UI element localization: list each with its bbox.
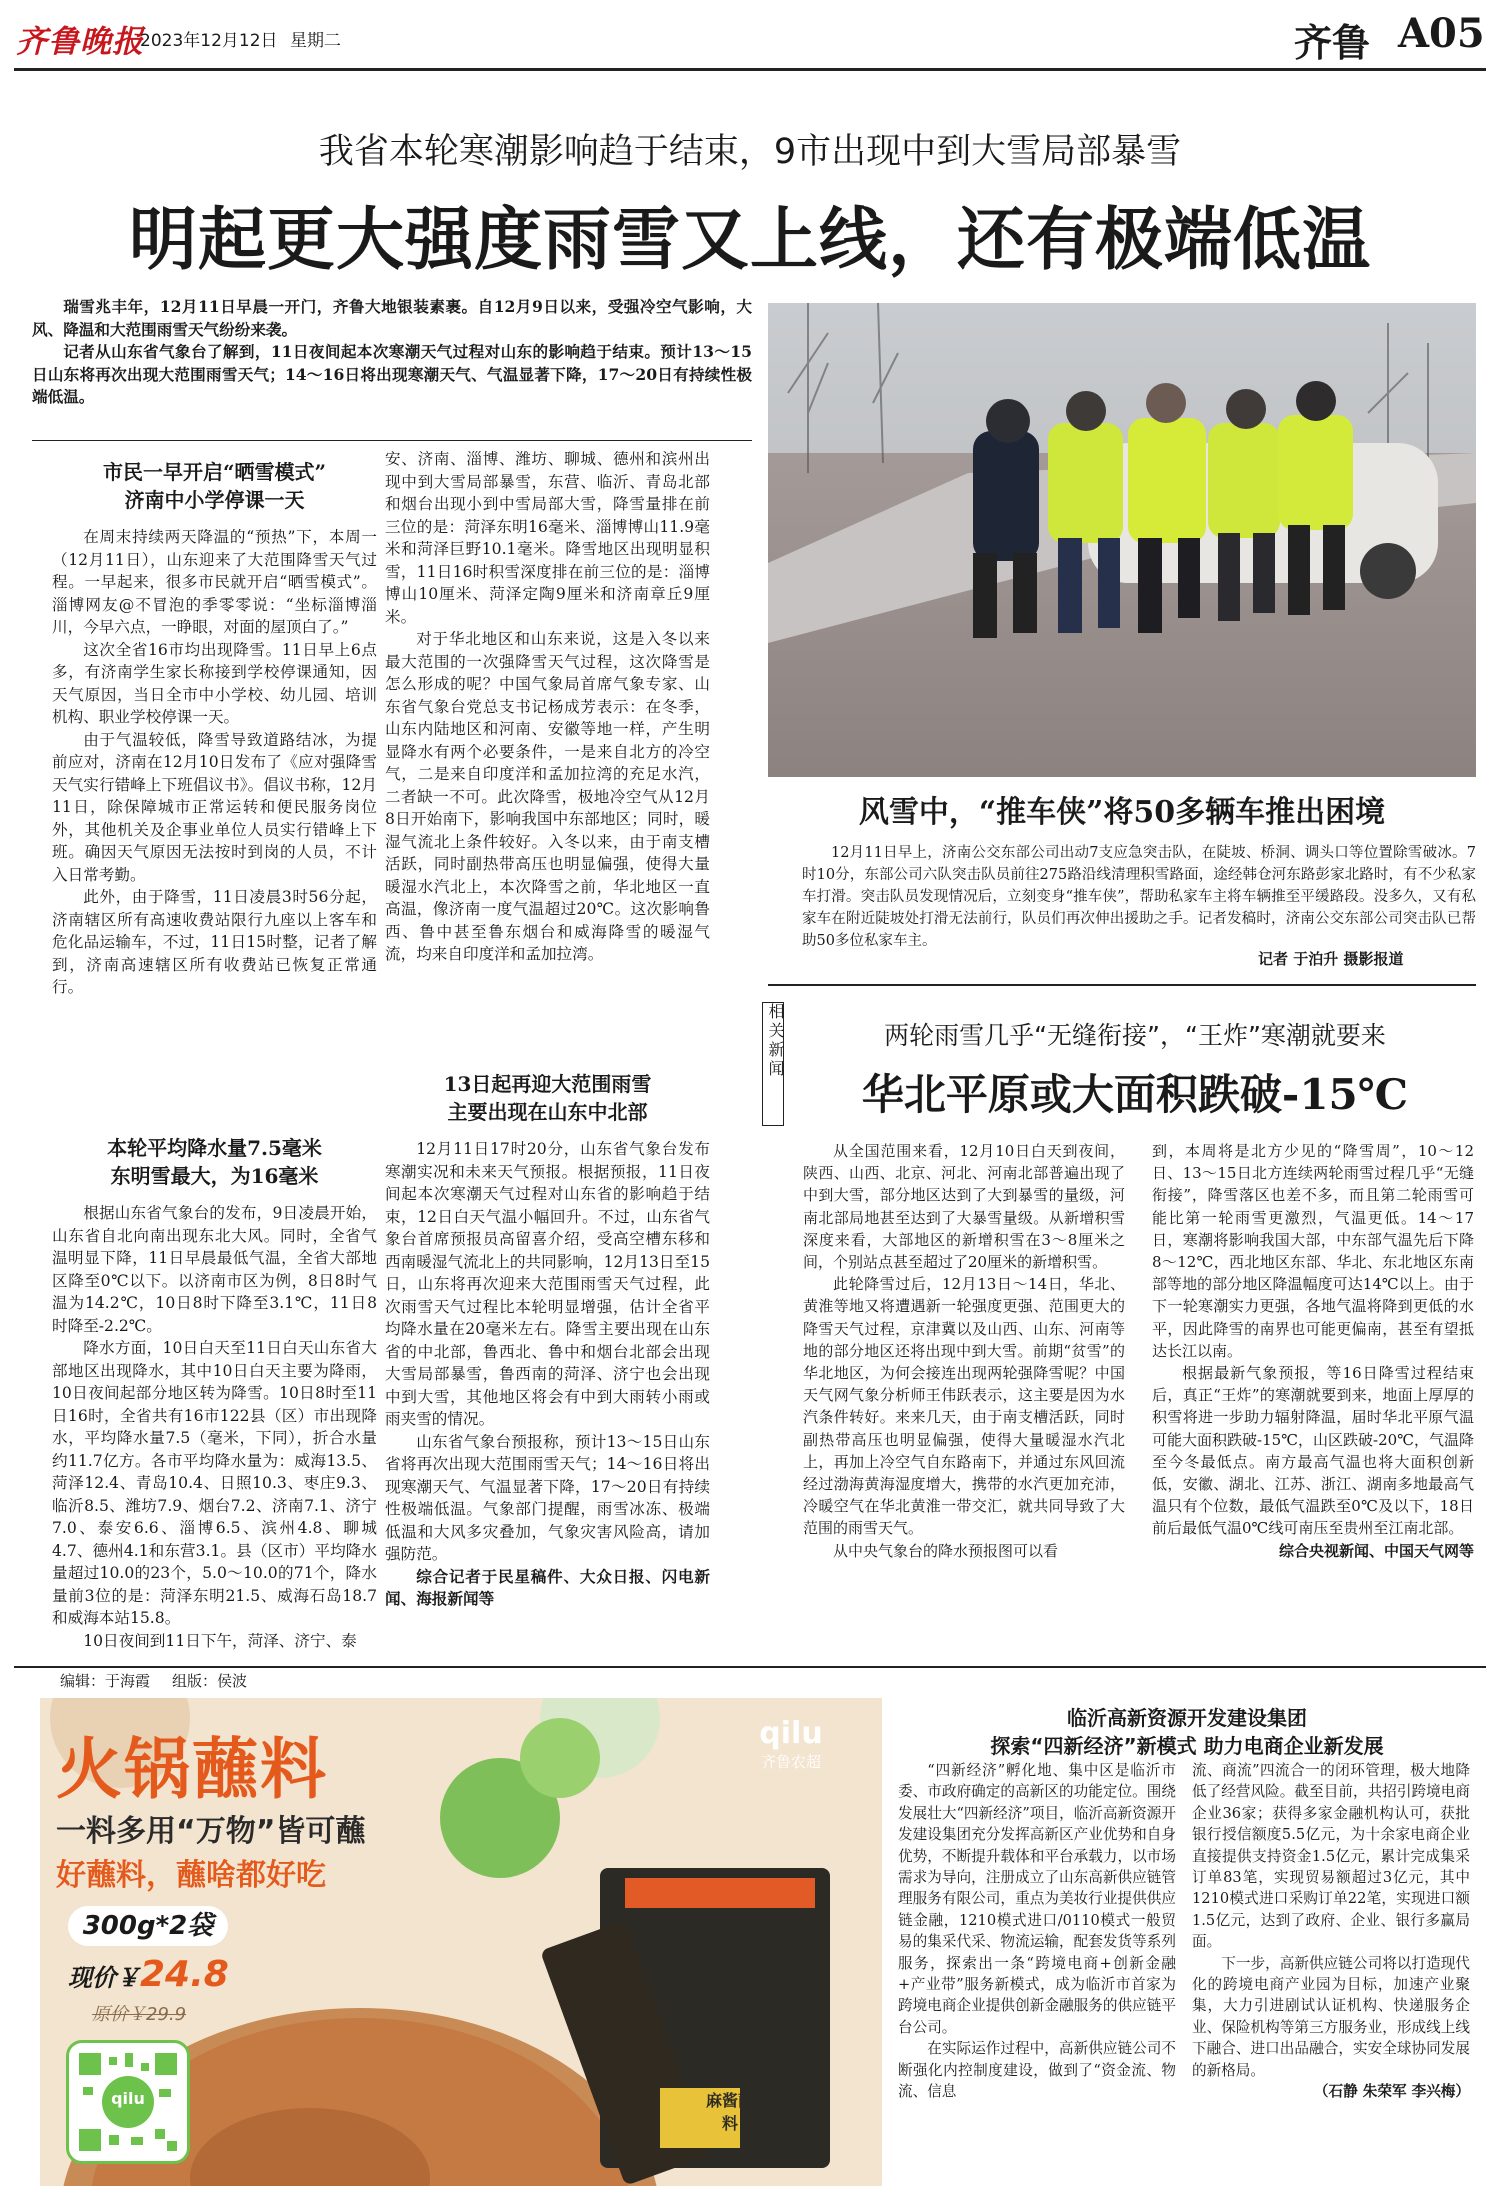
ad-qr-code[interactable] [66, 2040, 190, 2164]
ad-old-price-label: 原价￥ [92, 2004, 146, 2025]
article-paragraph: 根据最新气象预报，等16日降雪过程结束后，真正“王炸”的寒潮就要到来，地面上厚厚的积雪将进一步助力辐射降温，届时华北平原气温可能大面积跌破-15℃，山区跌破-20℃，气温降至今冬最低点。南方最高气温也将大面积创新低，安徽、湖北、江苏、浙江、湖南多地最高气温只有个位数，最低气温跌至0℃及以下，18日前后最低气温0℃线可南压至贵州至江南北部。 [1152, 1364, 1474, 1538]
photo-story-title: 风雪中，“推车侠”将50多辆车推出困境 [858, 795, 1386, 830]
snow-rescue-photo [768, 303, 1476, 777]
lead-headline: 明起更大强度雨雪又上线，还有极端低温 [128, 200, 1371, 280]
caption-paragraph: 12月11日早上，济南公交东部公司出动7支应急突击队，在陡坡、桥洞、调头口等位置除雪破冰。7时10分，东部公司六队突击队员前往275路沿线清理积雪路面，途经韩仓河东路彭家北路时，有不少私家车打滑。突击队员发现情况后，立刻变身“推车侠”，帮助私家车主将车辆推至平缓路段。没多久，又有私家车在附近陡坡处打滑无法前行，队员们再次伸出援助之手。记者发稿时，济南公交东部公司突击队已帮助50多位私家车主。 [802, 845, 1476, 949]
lead-intro [32, 296, 752, 409]
ad-brand: qilu [759, 1716, 823, 1751]
ad-title: 火锅蘸料 [56, 1731, 328, 1808]
photo-credit: 记者 于泊升 摄影报道 [1258, 950, 1404, 968]
intro-paragraph: 瑞雪兆丰年，12月11日早晨一开门，齐鲁大地银装素裹。自12月9日以来，受强冷空气影响，大风、降温和大范围雨雪天气纷纷来袭。 [32, 297, 752, 339]
article1 [52, 448, 377, 1122]
ad-price [68, 1954, 229, 1995]
ad-spec: 300g*2袋 [82, 1911, 214, 1941]
related-kicker: 两轮雨雪几乎“无缝衔接”，“王炸”寒潮就要来 [884, 1021, 1386, 1050]
ad-spec-badge [68, 1906, 228, 1946]
related-tag [762, 1002, 784, 1126]
article2-title-line2: 东明雪最大，为16毫米 [110, 1164, 319, 1188]
photo-section-rule [768, 984, 1476, 986]
article-paragraph: “四新经济”孵化地、集中区是临沂市委、市政府确定的高新区的功能定位。围绕发展壮大“四新经济”项目，临沂高新资源开发建设集团充分发挥高新区产业优势和自身优势，不断提升载体和平台承载力，以市场需求为导向，注册成立了山东高新供应链管理服务有限公司，重点为美妆行业提供供应链金融，1210模式进口/0110模式一般贸易的集采代采、物流运输，配套发货等系列服务，探索出一条“跨境电商+创新金融+产业带”服务新模式，成为临沂市首家为跨境电商企业提供创新金融服务的供应链平台公司。 [898, 1762, 1176, 2036]
related-col1 [803, 1140, 1125, 1662]
article-paragraph: 此轮降雪过后，12月13日～14日，华北、黄淮等地又将遭遇新一轮强度更强、范围更大的降雪天气过程，京津冀以及山西、山东、河南等地的部分地区还将出现中到大雪。前期“贫雪”的华北地区，为何会接连出现两轮强降雪呢？中国天气网气象分析师王伟跃表示，这主要是因为水汽条件转好。来来几天，由于南支槽活跃，同时副热带高压也明显偏强，使得大量暖湿水汽北上，再加上冷空气自东路南下，并通过东风回流经过渤海黄海湿度增大，携带的水汽更加充沛，冷暖空气在华北黄淮一带交汇，就共同导致了大范围的雨雪天气。 [803, 1275, 1125, 1538]
business-col1 [898, 1760, 1176, 2188]
related-headline: 华北平原或大面积跌破-15℃ [861, 1070, 1409, 1119]
intro-paragraph: 记者从山东省气象台了解到，11日夜间起本次寒潮天气过程对山东的影响趋于结束。预计13～15日山东将再次出现大范围雨雪天气；14～16日将出现寒潮天气、气温显著下降，17～20日有持续性极端低温。 [32, 342, 752, 406]
article-paragraph: 流、商流”四流合一的闭环管理，极大地降低了经营风险。截至目前，共招引跨境电商企业36家；获得多家金融机构认可，获批银行授信额度5.5亿元，为十余家电商企业直接提供支持资金1.5亿元，累计完成集采订单83笔，实现贸易额超过3亿元，其中1210模式进口采购订单22笔，实现进口额1.5亿元，达到了政府、企业、银行多赢局面。 [1192, 1762, 1470, 1951]
photo-story-caption [802, 842, 1476, 952]
article-paragraph: 这次全省16市均出现降雪。11日早上6点多，有济南学生家长称接到学校停课通知，因天气原因，当日全市中小学校、幼儿园、培训机构、职业学校停课一天。 [52, 640, 377, 726]
ad-brand-logo [736, 1716, 846, 1772]
article-paragraph: 到，本周将是北方少见的“降雪周”，10～12日、13～15日北方连续两轮雨雪过程几乎“无缝衔接”，降雪落区也差不多，而且第二轮雨雪可能比第一轮雨雪更激烈，气温更低。14～17日，寒潮将影响我国大部，中东部气温先后下降8～12℃，西北地区东部、华北、东北地区东南部等地的部分地区降温幅度可达14℃以上。由于下一轮寒潮实力更强，各地气温将降到更低的水平，因此降雪的南界也可能更偏南，甚至有望抵达长江以南。 [1152, 1142, 1474, 1360]
business-col2 [1192, 1760, 1470, 2188]
layout-credit: 组版：侯波 [172, 1672, 248, 1690]
lead-rule [32, 440, 752, 441]
article2 [52, 1122, 377, 1662]
page-number: A05 [1398, 10, 1485, 57]
business-title-line2: 探索“四新经济”新模式 助力电商企业新发展 [990, 1734, 1384, 1758]
article-paragraph: 下一步，高新供应链公司将以打造现代化的跨境电商产业园为目标，加速产业聚集，大力引进剧试认证机构、快递服务企业、保险机构等第三方服务业，形成线上线下融合、进口出品融合，实安全球协同发展的新格局。 [1192, 1954, 1470, 2079]
section-name: 齐鲁 [1294, 20, 1371, 65]
related-col2 [1152, 1140, 1474, 1662]
article4 [385, 1056, 710, 1662]
article-paragraph: 10日夜间到11日下午，菏泽、济宁、泰 [83, 1631, 357, 1650]
article-paragraph: 由于气温较低，降雪导致道路结冰，为提前应对，济南在12月10日发布了《应对强降雪天气实行错峰上下班倡议书》。倡议书称，12月11日，除保障城市正常运转和便民服务岗位外，其他机关及企事业单位人员实行错峰上下班。确因天气原因无法按时到岗的人员，不计入日常考勤。 [52, 730, 377, 884]
article-paragraph: 山东省气象台预报称，预计13～15日山东省将再次出现大范围雨雪天气；14～16日将出现寒潮天气、气温显著下降，17～20日有持续性极端低温。气象部门提醒，雨雪冰冻、极端低温和大风多灾叠加，气象灾害风险高，请加强防范。 [385, 1432, 710, 1563]
qr-brand: qilu [111, 2089, 145, 2108]
article4-title-line1: 13日起再迎大范围雨雪 [443, 1072, 652, 1096]
lead-kicker: 我省本轮寒潮影响趋于结束，9市出现中到大雪局部暴雪 [318, 132, 1182, 172]
article-paragraph: 在实际运作过程中，高新供应链公司不断强化内控制度建设，做到了“资金流、物流、信息 [898, 2040, 1176, 2101]
ad-tagline: 一料多用“万物”皆可蘸 [56, 1814, 366, 1849]
article-byline: 综合央视新闻、中国天气网等 [1278, 1541, 1474, 1560]
ad-slogan: 好蘸料，蘸啥都好吃 [56, 1858, 326, 1893]
masthead [0, 0, 1500, 78]
article-paragraph: 安、济南、淄博、潍坊、聊城、德州和滨州出现中到大雪局部暴雪，东营、临沂、青岛北部和烟台出现小到中雪局部大雪，降雪量排在前三位的是：菏泽东明16毫米、淄博博山11.9毫米和菏泽巨野10.1毫米。降雪地区出现明显积雪，11日16时积雪深度排在前三位的是：淄博博山10厘米、菏泽定陶9厘米和济南章丘9厘米。 [385, 450, 710, 626]
ad-brand-sub: 齐鲁农超 [760, 1753, 821, 1771]
article-paragraph: 在周末持续两天降温的“预热”下，本周一（12月11日），山东迎来了大范围降雪天气过程。一早起来，很多市民就开启“晒雪模式”。淄博网友@不冒泡的季零零说：“坐标淄博淄川，今早六点，一睁眼，对面的屋顶白了。” [52, 528, 377, 636]
ad-product-name: 麻酱蘸料 [705, 2091, 754, 2133]
footer-rule [14, 1666, 1486, 1668]
article-paragraph: 对于华北地区和山东来说，这是入冬以来最大范围的一次强降雪天气过程，这次降雪是怎么形成的呢？中国气象局首席气象专家、山东省气象台党总支书记杨成芳表示：在冬季，山东内陆地区和河南、安徽等地一样，产生明显降水有两个必要条件，一是来自北方的冷空气，二是来自印度洋和孟加拉湾的充足水汽，二者缺一不可。此次降雪，极地冷空气从12月8日开始南下，影响我国中东部地区；同时，暖湿气流北上条件较好。入冬以来，由于南支槽活跃，同时副热带高压也明显偏强，使得大量暖湿水汽北上，本次降雪之前，华北地区一直高温，像济南一度气温超过20℃。这次影响鲁西、鲁中甚至鲁东烟台和威海降雪的暖湿气流，均来自印度洋和孟加拉湾。 [385, 630, 710, 963]
masthead-rule [14, 68, 1486, 71]
article2-title-line1: 本轮平均降水量7.5毫米 [107, 1136, 322, 1160]
editor-credit: 编辑：于海霞 [60, 1672, 151, 1690]
issue-weekday: 星期二 [290, 31, 341, 51]
hotpot-sauce-ad [40, 1698, 882, 2186]
business-title-line1: 临沂高新资源开发建设集团 [1067, 1706, 1307, 1730]
article-paragraph: 12月11日17时20分，山东省气象台发布寒潮实况和未来天气预报。根据预报，11日夜间起本次寒潮天气过程对山东省的影响趋于结束，12日白天气温小幅回升。不过，山东省气象台首席预报员高留喜介绍，受高空槽东移和西南暖湿气流北上的共同影响，12月13日至15日，山东将再次迎来大范围雨雪天气过程，此次雨雪天气过程比本轮明显增强，估计全省平均降水量在20毫米左右。降雪主要出现在山东省的中北部，鲁西北、鲁中和烟台北部会出现大雪局部暴雪，鲁西南的菏泽、济宁也会出现中到大雪，其他地区将会有中到大雨转小雨或雨夹雪的情况。 [385, 1140, 710, 1428]
issue-date: 2023年12月12日 [140, 31, 278, 51]
article1-title-line2: 济南中小学停课一天 [124, 488, 305, 512]
article-byline: 综合记者于民星稿件、大众日报、闪电新闻、海报新闻等 [385, 1566, 710, 1608]
article-paragraph: 此外，由于降雪，11日凌晨3时56分起，济南辖区所有高速收费站限行九座以上客车和危化品运输车，不过，11日15时整，记者了解到，济南高速辖区所有收费站已恢复正常通行。 [52, 888, 377, 996]
ad-old-price-value: 29.9 [146, 2004, 187, 2025]
article4-title-line2: 主要出现在山东中北部 [447, 1100, 648, 1124]
related-tag-text: 相关新闻 [766, 1003, 785, 1079]
article-paragraph: 从全国范围来看，12月10日白天到夜间，陕西、山西、北京、河北、河南北部普遍出现了中到大雪，部分地区达到了大到暴雪的量级，河南北部局地甚至达到了大暴雪量级。从新增积雪深度来看，大部地区的新增积雪在3～8厘米之间，个别站点甚至超过了20厘米的新增积雪。 [803, 1142, 1125, 1272]
article-paragraph: 根据山东省气象台的发布，9日凌晨开始，山东省自北向南出现东北大风。同时，全省气温明显下降，11日早晨最低气温，全省大部地区降至0℃以下。以济南市区为例，8日8时气温为14.2℃，10日8时下降至3.1℃，11日8时降至-2.2℃。 [52, 1204, 377, 1335]
ad-old-price [92, 2000, 186, 2026]
ad-price-label: 现价￥ [68, 1964, 140, 1992]
business-credit: （石静 朱荣军 李兴梅） [1313, 2083, 1470, 2101]
article-paragraph: 从中央气象台的降水预报图可以看 [833, 1541, 1059, 1560]
article1-title-line1: 市民一早开启“晒雪模式” [102, 460, 326, 484]
article-paragraph: 降水方面，10日白天至11日白天山东省大部地区出现降水，其中10日白天主要为降雨，10日夜间起部分地区转为降雪。10日8时至11日16时，全省共有16市122县（区）市出现降水，平均降水量7.5（毫米，下同），折合水量约11.7亿方。各市平均降水量为：威海13.5、菏泽12.4、青岛10.4、日照10.3、枣庄9.3、临沂8.5、潍坊7.9、烟台7.2、济南7.1、济宁7.0、泰安6.6、淄博6.5、滨州4.8、聊城4.7、德州4.1和东营3.1。县（区市）平均降水量超过10.0的23个，5.0～10.0的71个，降水量前3位的是：菏泽东明21.5、威海石岛18.7和威海本站15.8。 [52, 1339, 377, 1627]
ad-price-value: 24.8 [140, 1954, 229, 1995]
article3 [385, 448, 710, 1056]
news-photo [768, 303, 1476, 777]
newspaper-logo: 齐鲁晚报 [16, 24, 144, 60]
